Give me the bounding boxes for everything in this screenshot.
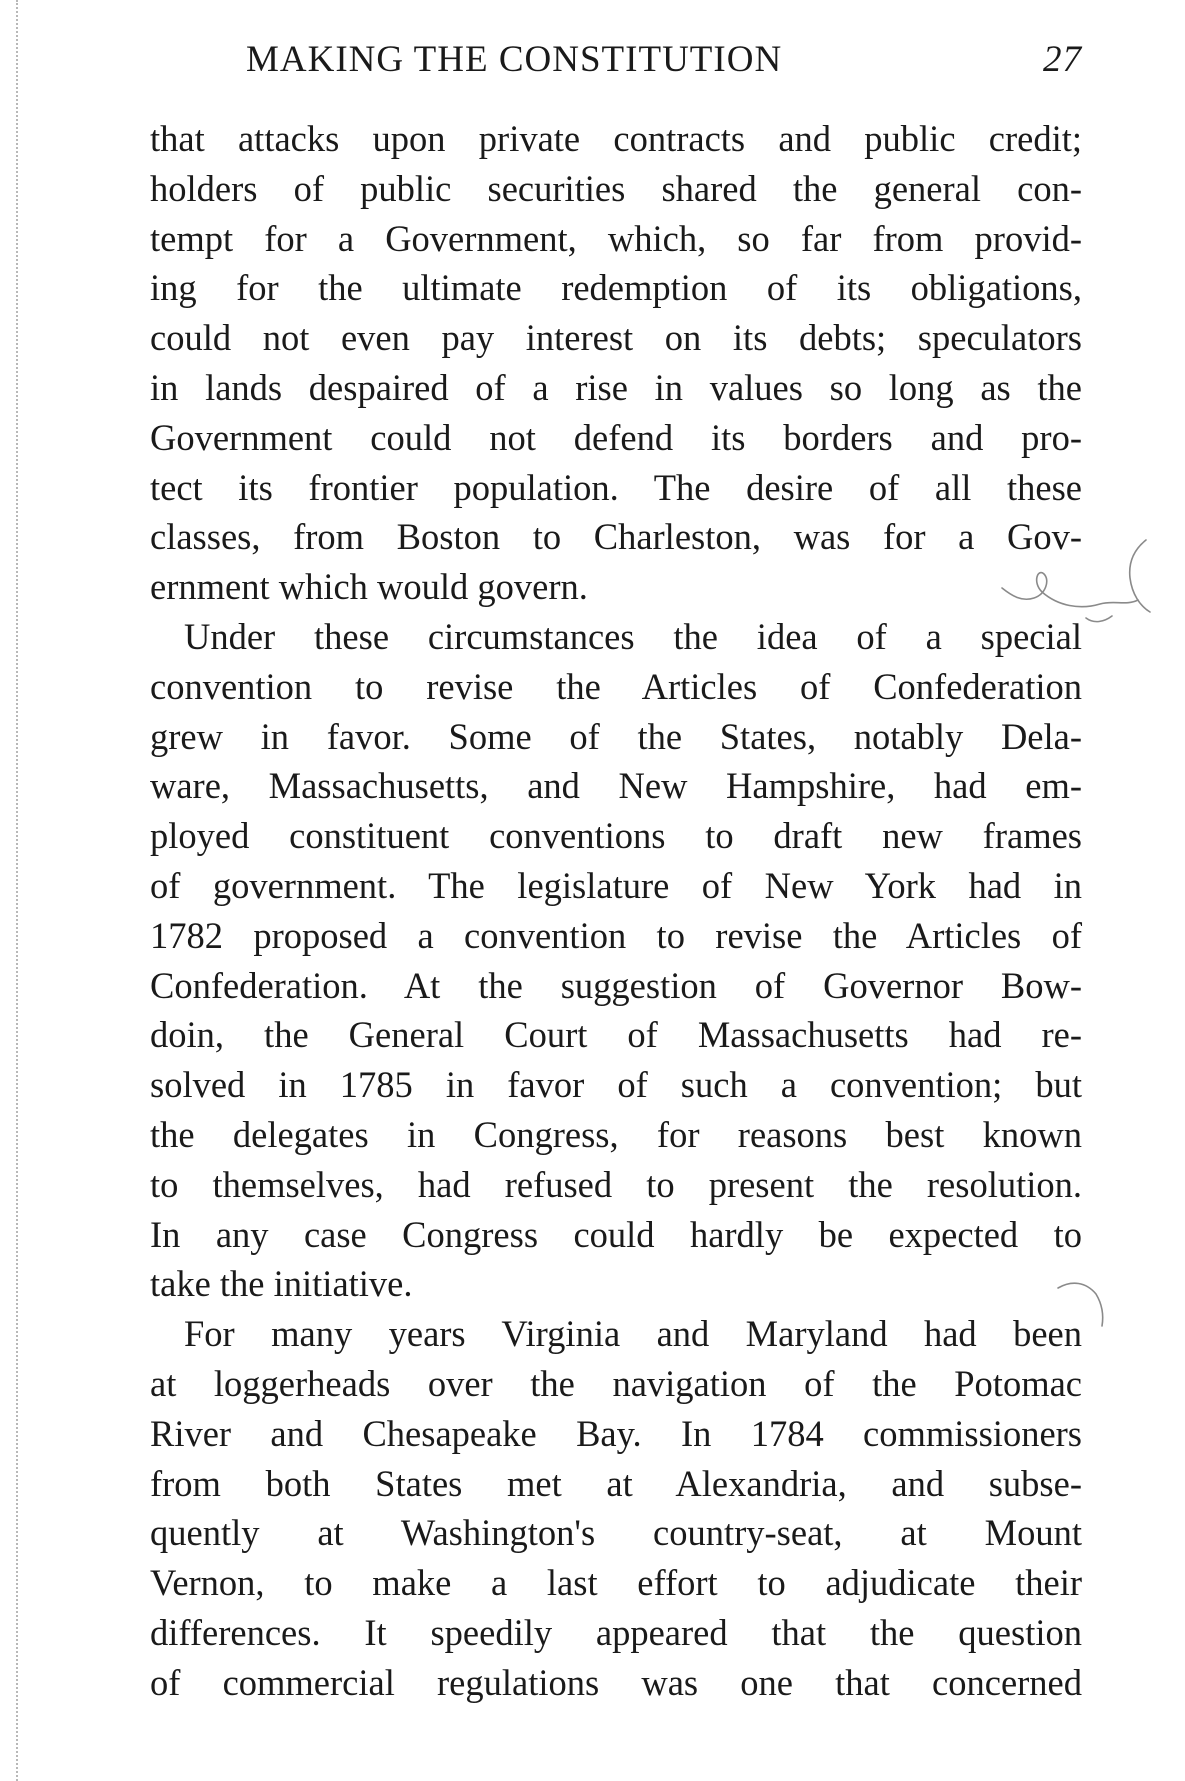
running-title: MAKING THE CONSTITUTION (246, 39, 783, 80)
text-line: grew in favor. Some of the States, notably Dela- (150, 715, 1082, 757)
text-line: solved in 1785 in favor of such a convention; but (150, 1064, 1082, 1106)
text-line: classes, from Boston to Charleston, was for a Gov- (150, 516, 1082, 558)
text-line: differences. It speedily appeared that the question (150, 1611, 1082, 1653)
text-line: in lands despaired of a rise in values so long as the (150, 366, 1082, 408)
text-line: quently at Washington's country-seat, at Mount (150, 1512, 1082, 1554)
page-header (150, 38, 1082, 90)
text-line: doin, the General Court of Massachusetts had re- (150, 1014, 1082, 1056)
text-line: 1782 proposed a convention to revise the Articles of (150, 914, 1082, 956)
text-line: of commercial regulations was one that concerned (150, 1661, 1082, 1703)
text-line: Confederation. At the suggestion of Governor Bow- (150, 964, 1082, 1006)
text-line: holders of public securities shared the general con- (150, 167, 1082, 209)
text-line: River and Chesapeake Bay. In 1784 commissioners (150, 1412, 1082, 1454)
text-line: to themselves, had refused to present the resolution. (150, 1163, 1082, 1205)
pencil-bracket-mark (1130, 540, 1150, 612)
text-line: ware, Massachusetts, and New Hampshire, had em- (150, 765, 1082, 807)
text-line: ployed constituent conventions to draft new frames (150, 815, 1082, 857)
text-line: ernment which would govern. (150, 566, 588, 608)
text-line: Vernon, to make a last effort to adjudicate their (150, 1562, 1082, 1604)
text-line: Government could not defend its borders and pro- (150, 416, 1082, 458)
text-line: the delegates in Congress, for reasons best known (150, 1113, 1082, 1155)
text-line: ing for the ultimate redemption of its obligations, (150, 267, 1082, 309)
body-text (150, 114, 1082, 1708)
text-line: For many years Virginia and Maryland had been (184, 1313, 1082, 1355)
text-line: Under these circumstances the idea of a special (184, 615, 1082, 657)
text-line: that attacks upon private contracts and public credit; (150, 118, 1082, 159)
text-line: take the initiative. (150, 1263, 413, 1305)
text-line: of government. The legislature of New York had in (150, 864, 1082, 906)
text-line: convention to revise the Articles of Confederation (150, 665, 1082, 707)
text-line: tect its frontier population. The desire of all these (150, 466, 1082, 508)
text-line: tempt for a Government, which, so far from provid- (150, 217, 1082, 259)
page-number: 27 (1043, 39, 1082, 80)
text-line: at loggerheads over the navigation of the Potomac (150, 1362, 1082, 1404)
text-line: could not even pay interest on its debts; speculators (150, 317, 1082, 359)
text-line: In any case Congress could hardly be expected to (150, 1213, 1082, 1255)
pencil-stroke-mark (1086, 616, 1112, 622)
page-gutter (0, 0, 18, 1781)
text-line: from both States met at Alexandria, and subse- (150, 1462, 1082, 1504)
